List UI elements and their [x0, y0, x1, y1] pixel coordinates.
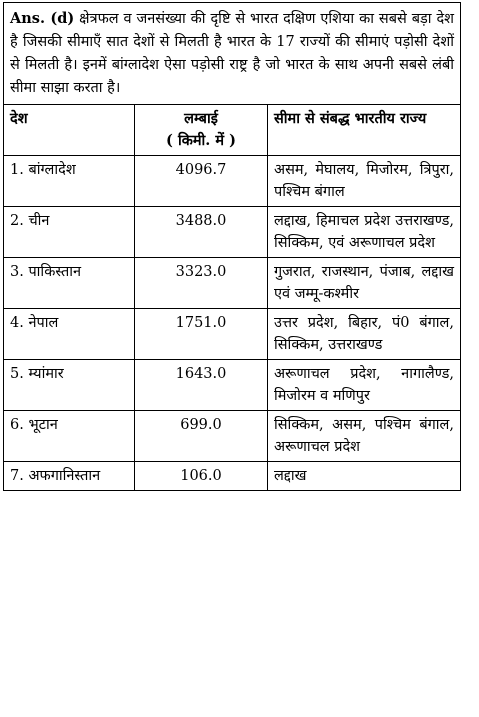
cell-length: 3488.0: [135, 207, 268, 258]
answer-box: [3, 2, 461, 491]
table-row: [4, 258, 460, 309]
answer-label: Ans. (d): [10, 10, 75, 27]
table-row: [4, 156, 460, 207]
table-row: [4, 309, 460, 360]
table-row: [4, 462, 460, 491]
cell-country: 6. भूटान: [4, 411, 135, 462]
header-country: देश: [4, 105, 135, 156]
cell-country: 2. चीन: [4, 207, 135, 258]
table-header-row: [4, 105, 460, 156]
header-length-label: लम्बाई: [184, 110, 218, 127]
cell-country: 4. नेपाल: [4, 309, 135, 360]
cell-length: 4096.7: [135, 156, 268, 207]
cell-length: 1751.0: [135, 309, 268, 360]
cell-states: लद्दाख, हिमाचल प्रदेश उत्तराखण्ड, सिक्किम, एवं अरूणाचल प्रदेश: [268, 207, 461, 258]
cell-states: अरूणाचल प्रदेश, नागालैण्ड, मिजोरम व मणिपुर: [268, 360, 461, 411]
cell-states: सिक्किम, असम, पश्चिम बंगाल, अरूणाचल प्रदेश: [268, 411, 461, 462]
table-row: [4, 207, 460, 258]
cell-states: लद्दाख: [268, 462, 461, 491]
cell-length: 106.0: [135, 462, 268, 491]
border-table: [4, 105, 460, 490]
answer-text: क्षेत्रफल व जनसंख्या की दृष्टि से भारत दक्षिण एशिया का सबसे बड़ा देश है जिसकी सीमाएँ सात देशों से मिलती है भारत के 17 राज्यों की सीमाएं पड़ोसी देशों से मिलती है। इनमें बांग्लादेश ऐसा पड़ोसी राष्ट्र है जो भारत के साथ अपनी सबसे लंबी सीमा साझा करता है।: [10, 11, 455, 96]
cell-states: असम, मेघालय, मिजोरम, त्रिपुरा, पश्चिम बंगाल: [268, 156, 461, 207]
cell-country: 1. बांग्लादेश: [4, 156, 135, 207]
cell-states: उत्तर प्रदेश, बिहार, पं0 बंगाल, सिक्किम, उत्तराखण्ड: [268, 309, 461, 360]
cell-length: 1643.0: [135, 360, 268, 411]
header-states: सीमा से संबद्ध भारतीय राज्य: [268, 105, 461, 156]
cell-country: 7. अफगानिस्तान: [4, 462, 135, 491]
cell-length: 699.0: [135, 411, 268, 462]
table-row: [4, 411, 460, 462]
header-length: [135, 105, 268, 156]
header-length-unit: ( किमी. में ): [166, 132, 236, 149]
answer-paragraph: [4, 3, 460, 105]
table-row: [4, 360, 460, 411]
cell-country: 3. पाकिस्तान: [4, 258, 135, 309]
cell-country: 5. म्यांमार: [4, 360, 135, 411]
cell-length: 3323.0: [135, 258, 268, 309]
cell-states: गुजरात, राजस्थान, पंजाब, लद्दाख एवं जम्मू-कश्मीर: [268, 258, 461, 309]
